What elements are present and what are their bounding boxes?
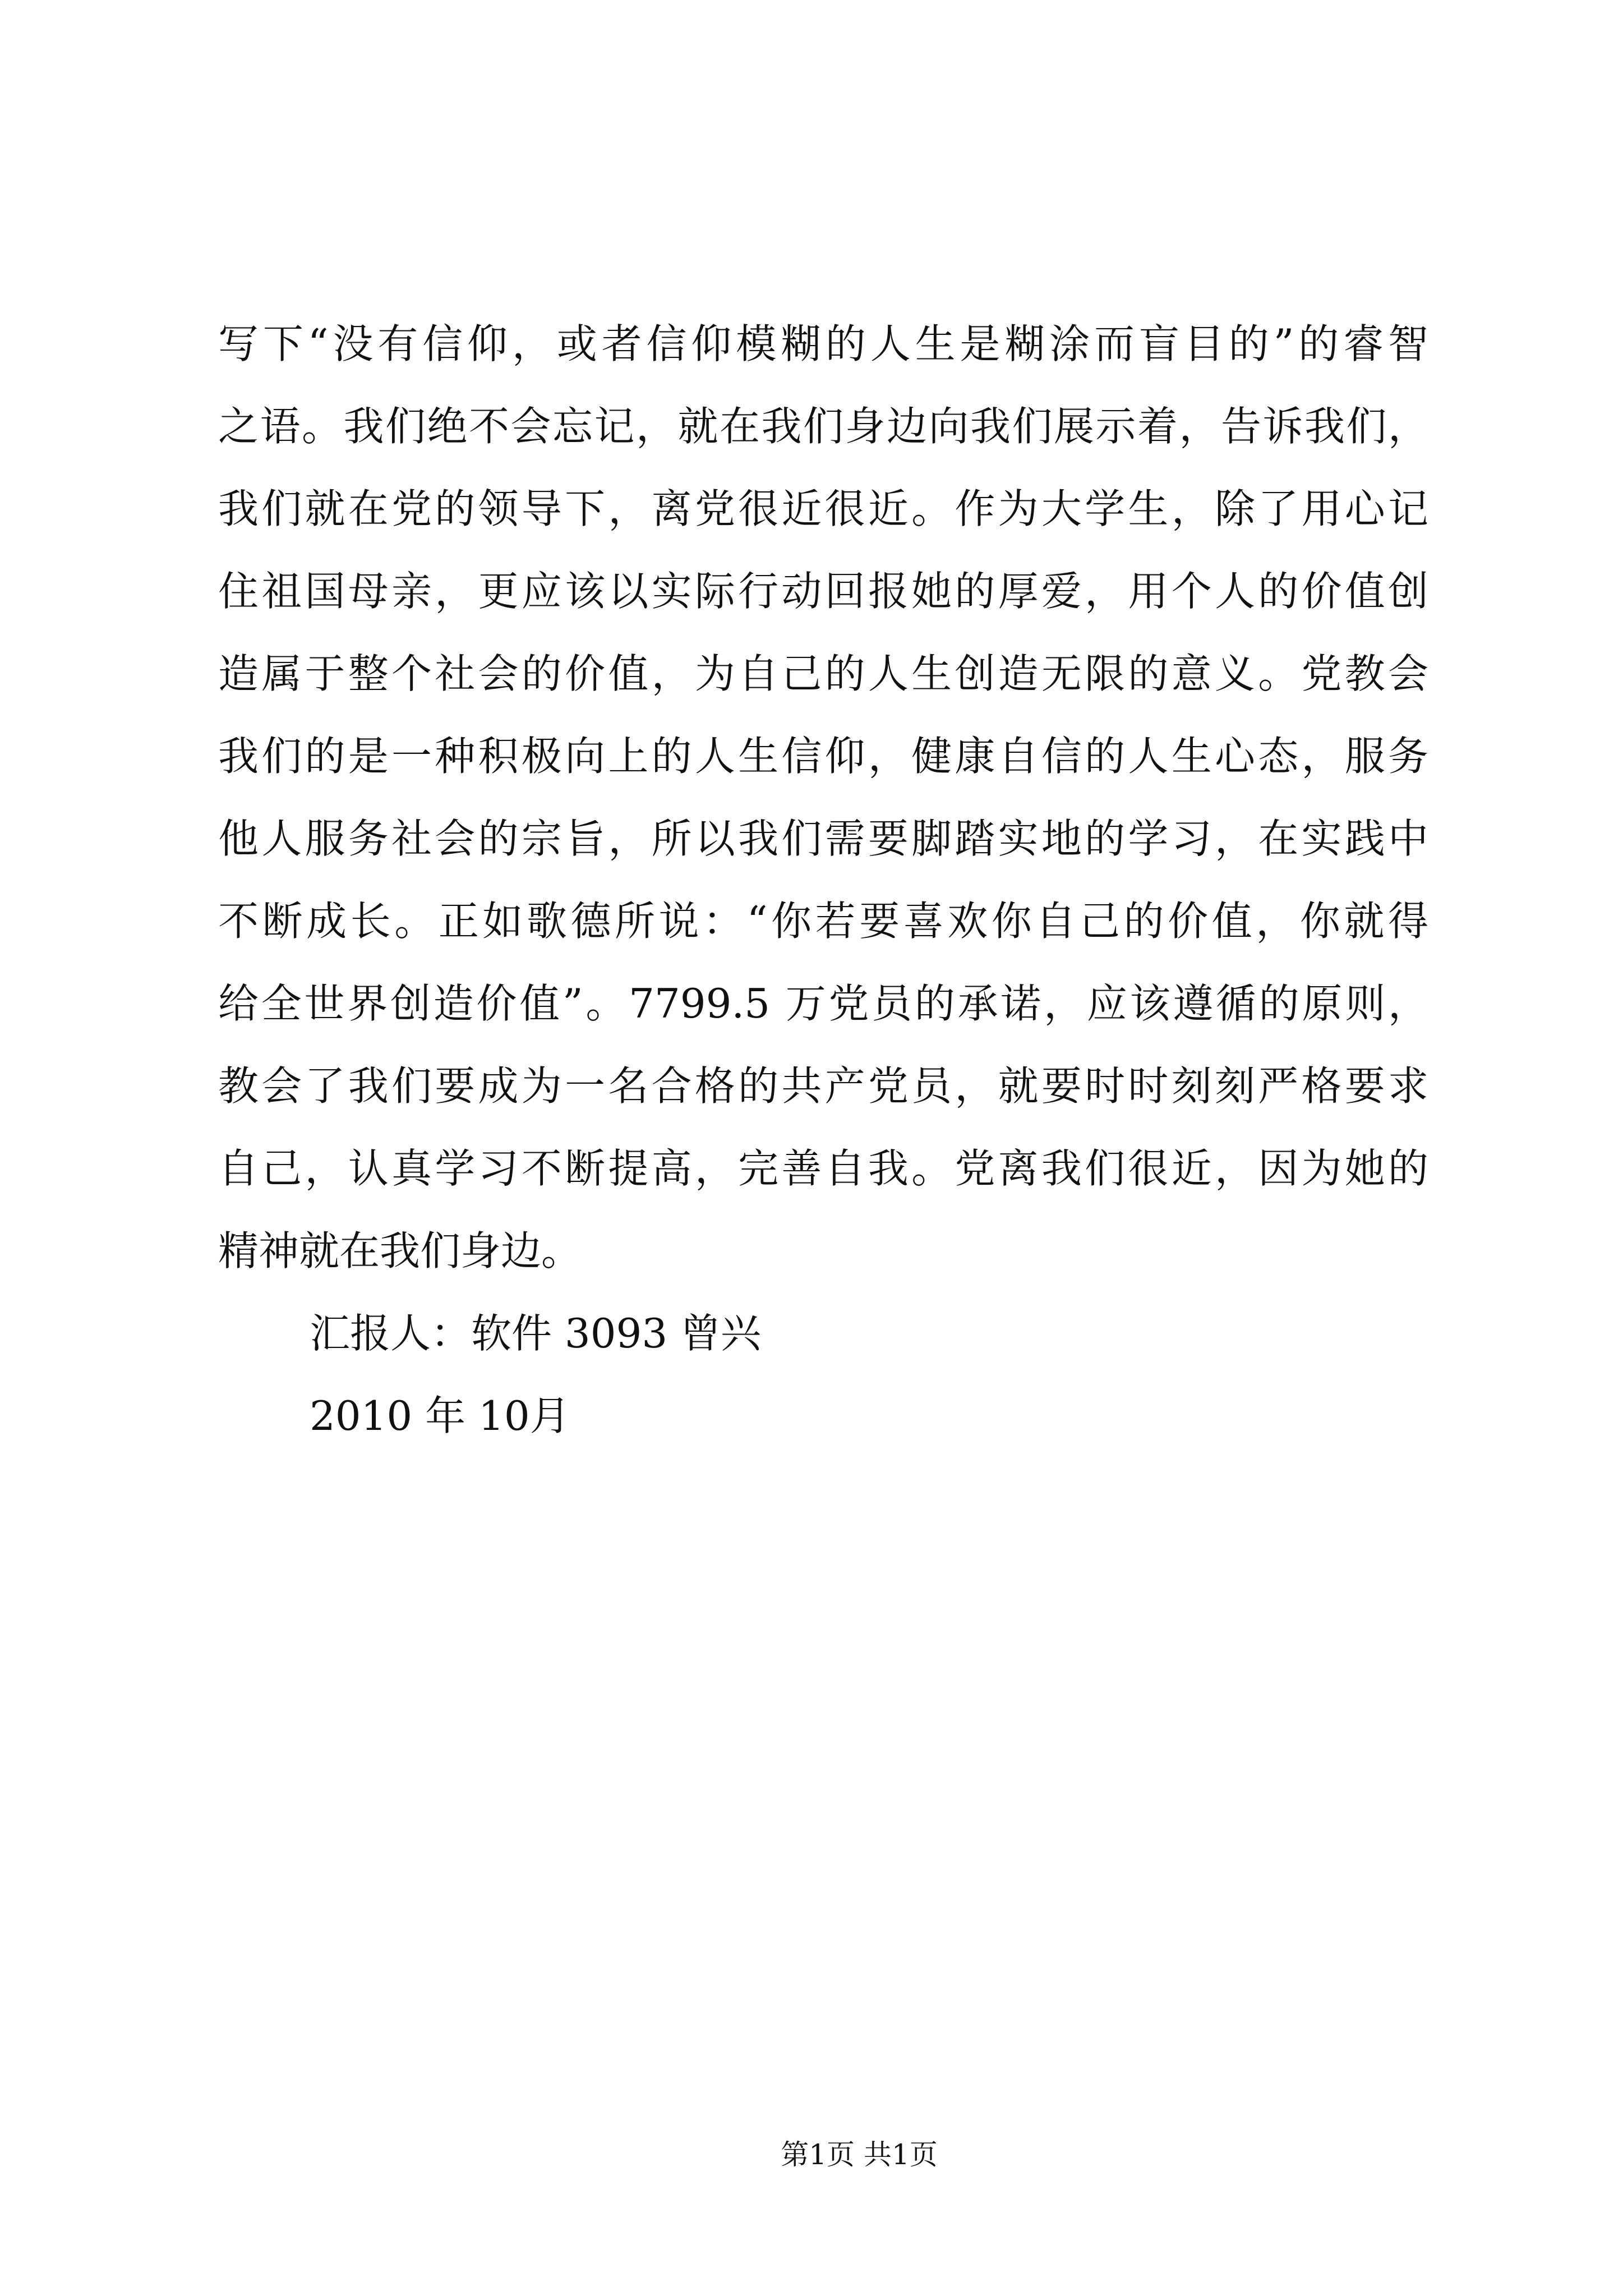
body-line: 我们的是一种积极向上的人生信仰，健康自信的人生心态，服务	[218, 733, 1428, 780]
body-line: 造属于整个社会的价值，为自己的人生创造无限的意义。党教会	[218, 650, 1428, 697]
body-line: 他人服务社会的宗旨，所以我们需要脚踏实地的学习，在实践中	[218, 815, 1428, 862]
document-body	[218, 303, 1428, 1457]
body-line: 之语。我们绝不会忘记，就在我们身边向我们展示着，告诉我们，	[218, 403, 1428, 450]
signature-line: 汇报人：软件 3093 曾兴	[310, 1310, 762, 1357]
body-line: 我们就在党的领导下，离党很近很近。作为大学生，除了用心记	[218, 485, 1428, 532]
body-line: 自己，认真学习不断提高，完善自我。党离我们很近，因为她的	[218, 1145, 1428, 1192]
body-line: 不断成长。正如歌德所说：“你若要喜欢你自己的价值，你就得	[218, 898, 1428, 945]
body-line: 教会了我们要成为一名合格的共产党员，就要时时刻刻严格要求	[218, 1062, 1428, 1110]
body-line: 写下“没有信仰，或者信仰模糊的人生是糊涂而盲目的”的睿智	[218, 320, 1428, 367]
body-line: 住祖国母亲，更应该以实际行动回报她的厚爱，用个人的价值创	[218, 568, 1428, 615]
date-line: 2010 年 10月	[310, 1392, 570, 1439]
body-line: 给全世界创造价值”。7799.5 万党员的承诺，应该遵循的原则，	[218, 980, 1428, 1027]
page-footer: 第1页 共1页	[781, 2138, 938, 2171]
body-line-last: 精神就在我们身边。	[218, 1227, 582, 1274]
